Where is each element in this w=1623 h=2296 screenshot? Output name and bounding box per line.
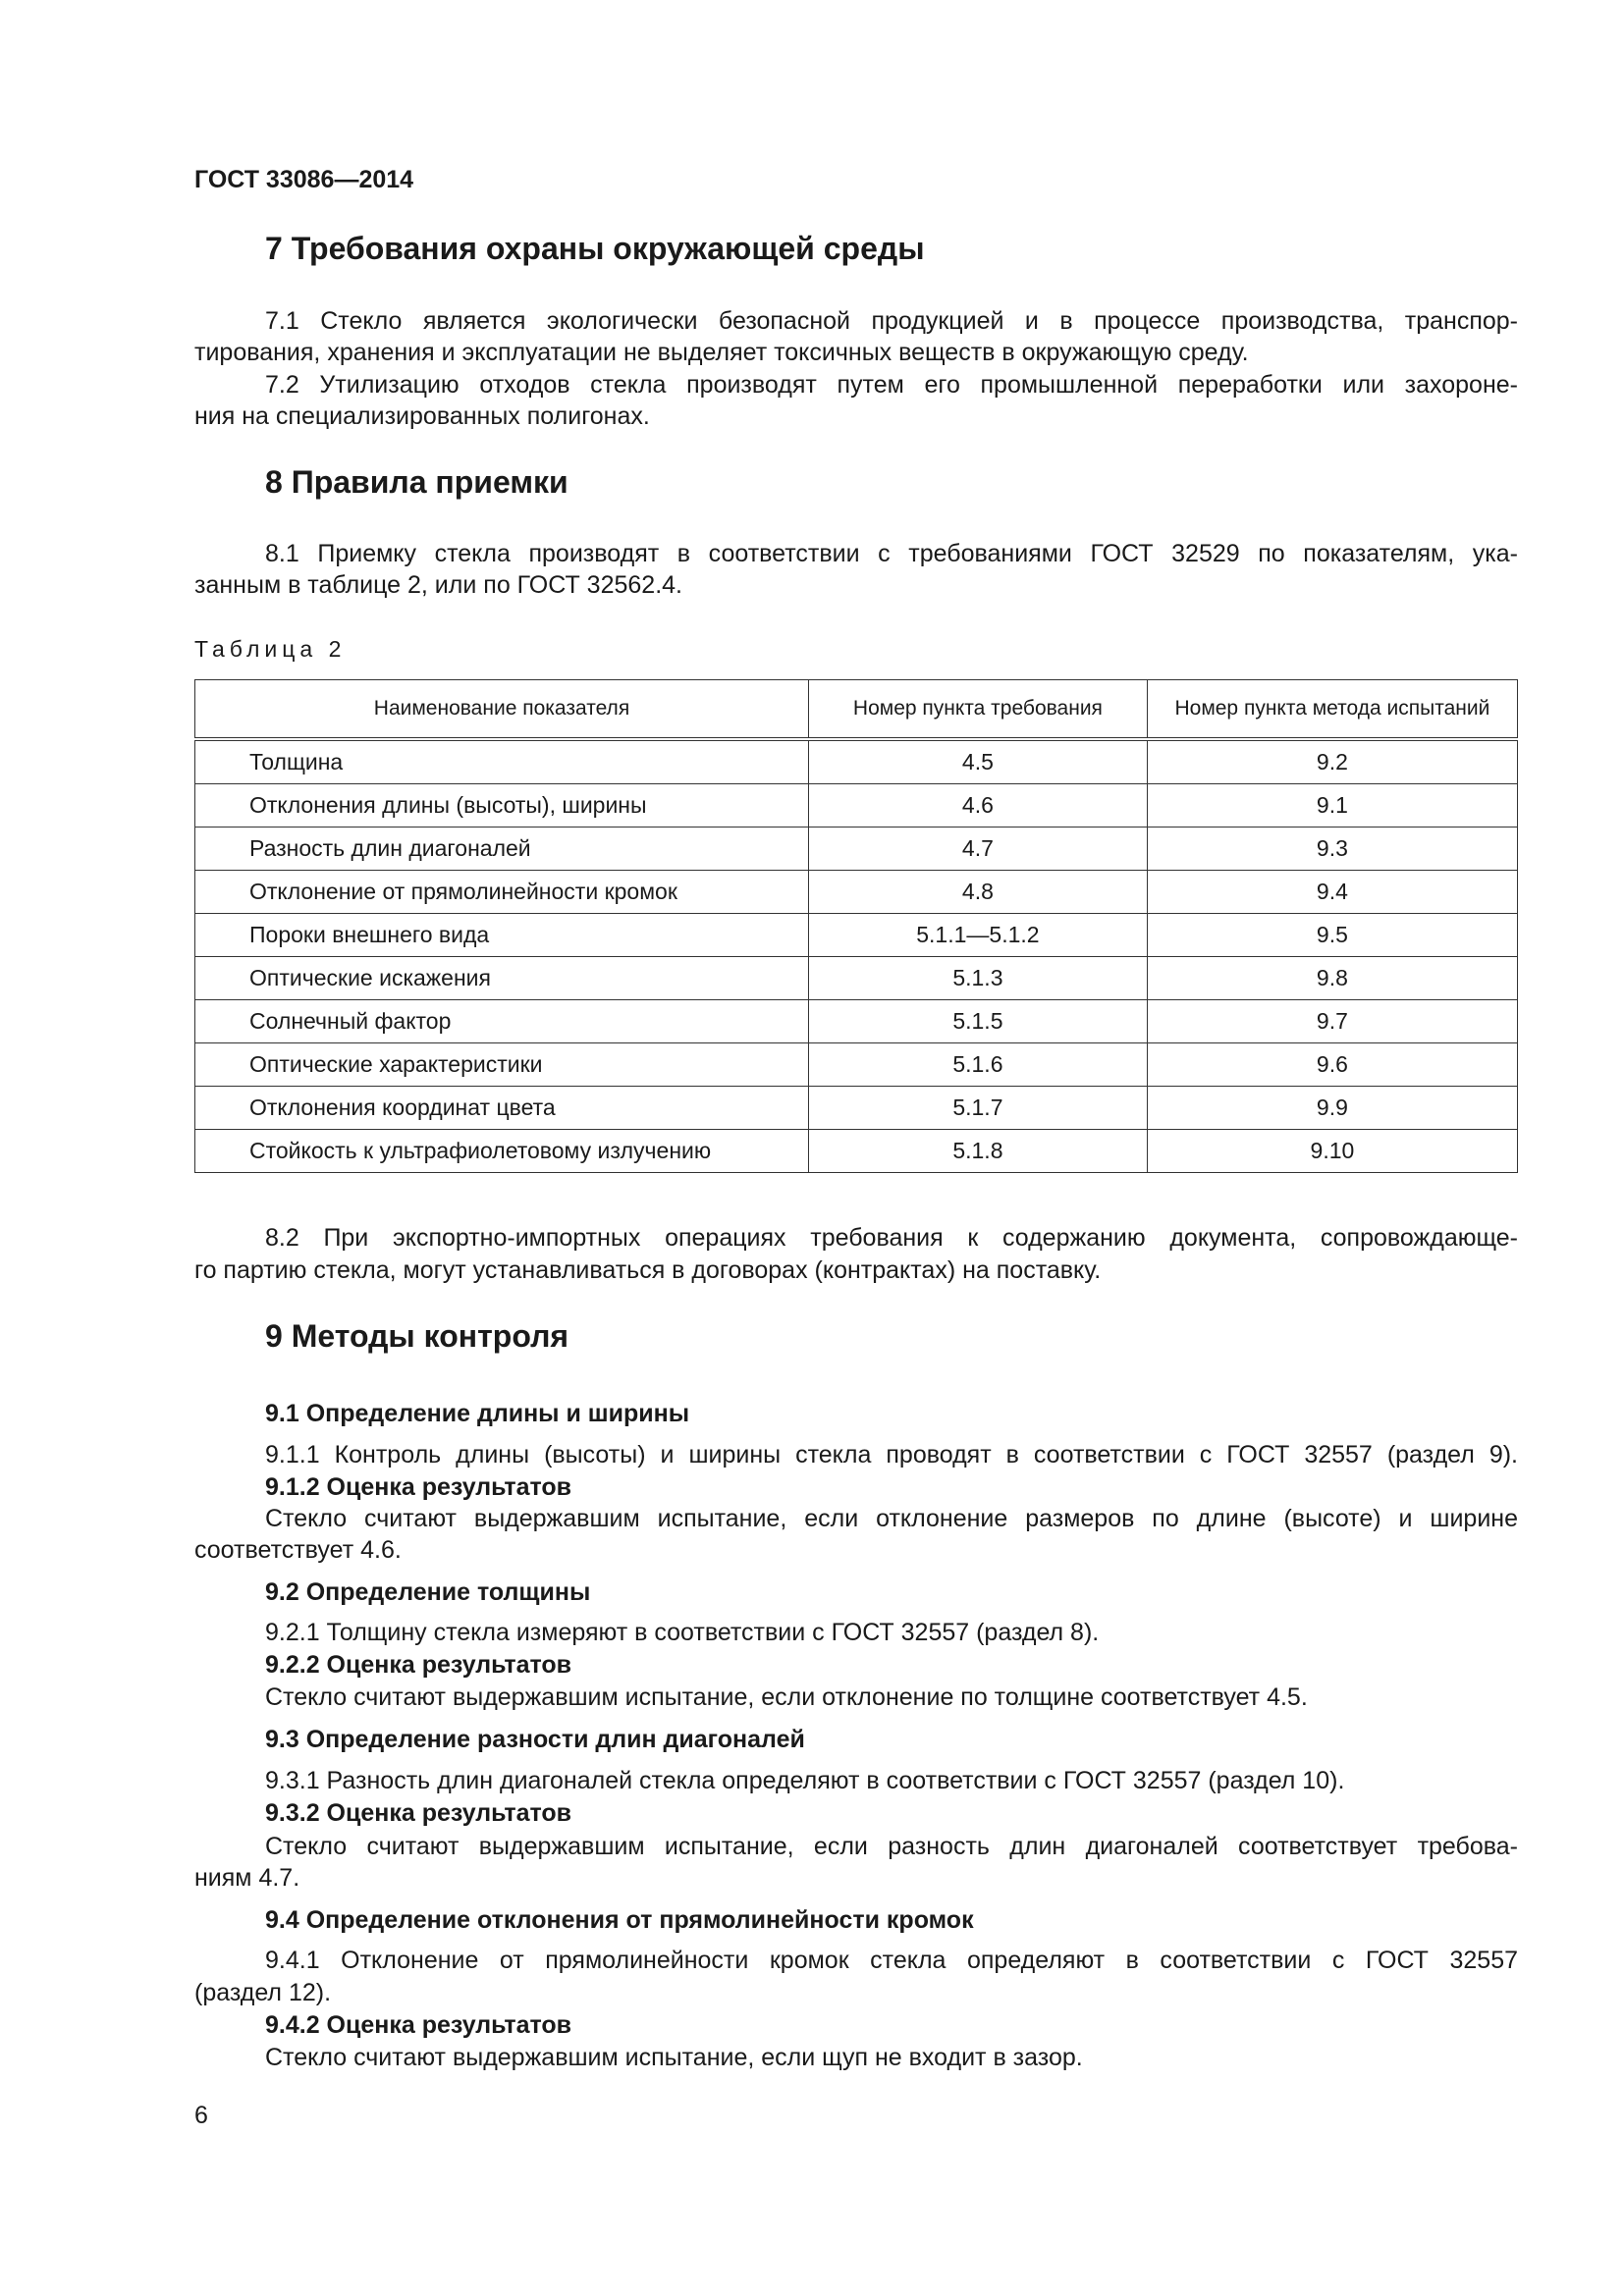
paragraph-8-1: 8.1 Приемку стекла производят в соответствии с требованиями ГОСТ 32529 по показателям, ука- bbox=[265, 540, 1518, 567]
indicator-name-cell: Отклонение от прямолинейности кромок bbox=[195, 871, 809, 914]
table-row bbox=[195, 957, 1518, 1000]
table-row bbox=[195, 784, 1518, 828]
indicator-name-cell: Толщина bbox=[195, 739, 809, 784]
indicator-name-cell: Разность длин диагоналей bbox=[195, 828, 809, 871]
test-method-clause-cell: 9.7 bbox=[1147, 1000, 1517, 1043]
subsection-9-4-2-title: 9.4.2 Оценка результатов bbox=[265, 2011, 572, 2039]
subsection-9-2-2-title: 9.2.2 Оценка результатов bbox=[265, 1651, 572, 1679]
column-header: Номер пункта метода испытаний bbox=[1147, 680, 1517, 740]
paragraph-8-1-cont: занным в таблице 2, или по ГОСТ 32562.4. bbox=[194, 571, 682, 599]
table-row bbox=[195, 739, 1518, 784]
test-method-clause-cell: 9.4 bbox=[1147, 871, 1517, 914]
indicator-name-cell: Оптические характеристики bbox=[195, 1043, 809, 1087]
subsection-9-3-title: 9.3 Определение разности длин диагоналей bbox=[265, 1726, 805, 1753]
column-header: Номер пункта требования bbox=[809, 680, 1148, 740]
table-row bbox=[195, 828, 1518, 871]
test-method-clause-cell: 9.5 bbox=[1147, 914, 1517, 957]
requirement-clause-cell: 5.1.6 bbox=[809, 1043, 1148, 1087]
paragraph-9-3-1: 9.3.1 Разность длин диагоналей стекла определяют в соответствии с ГОСТ 32557 (раздел 10). bbox=[265, 1767, 1345, 1794]
paragraph-7-1: 7.1 Стекло является экологически безопасной продукцией и в процессе производства, транспор- bbox=[265, 307, 1518, 335]
paragraph-9-1-1: 9.1.1 Контроль длины (высоты) и ширины стекла проводят в соответствии с ГОСТ 32557 (раздел 9). bbox=[265, 1441, 1518, 1468]
test-method-clause-cell: 9.2 bbox=[1147, 739, 1517, 784]
paragraph-9-1-2-cont: соответствует 4.6. bbox=[194, 1536, 402, 1564]
subsection-9-2-title: 9.2 Определение толщины bbox=[265, 1578, 591, 1606]
paragraph-9-2-2: Стекло считают выдержавшим испытание, если отклонение по толщине соответствует 4.5. bbox=[265, 1683, 1308, 1711]
indicator-name-cell: Стойкость к ультрафиолетовому излучению bbox=[195, 1130, 809, 1173]
indicator-name-cell: Отклонения длины (высоты), ширины bbox=[195, 784, 809, 828]
requirement-clause-cell: 5.1.5 bbox=[809, 1000, 1148, 1043]
test-method-clause-cell: 9.1 bbox=[1147, 784, 1517, 828]
subsection-9-3-2-title: 9.3.2 Оценка результатов bbox=[265, 1799, 572, 1827]
paragraph-9-2-1: 9.2.1 Толщину стекла измеряют в соответствии с ГОСТ 32557 (раздел 8). bbox=[265, 1619, 1100, 1646]
paragraph-9-4-2: Стекло считают выдержавшим испытание, если щуп не входит в зазор. bbox=[265, 2044, 1083, 2071]
column-header: Наименование показателя bbox=[195, 680, 809, 740]
section-9-title: 9 Методы контроля bbox=[265, 1318, 569, 1354]
paragraph-7-2-cont: ния на специализированных полигонах. bbox=[194, 402, 650, 430]
table-2 bbox=[194, 679, 1518, 1173]
requirement-clause-cell: 4.6 bbox=[809, 784, 1148, 828]
test-method-clause-cell: 9.6 bbox=[1147, 1043, 1517, 1087]
paragraph-9-1-2: Стекло считают выдержавшим испытание, если отклонение размеров по длине (высоте) и ширине bbox=[265, 1505, 1518, 1532]
subsection-9-1-title: 9.1 Определение длины и ширины bbox=[265, 1400, 690, 1427]
table-caption: Таблица 2 bbox=[194, 636, 347, 662]
test-method-clause-cell: 9.9 bbox=[1147, 1087, 1517, 1130]
requirement-clause-cell: 5.1.8 bbox=[809, 1130, 1148, 1173]
test-method-clause-cell: 9.8 bbox=[1147, 957, 1517, 1000]
requirement-clause-cell: 5.1.3 bbox=[809, 957, 1148, 1000]
table-row bbox=[195, 1130, 1518, 1173]
paragraph-9-3-2-cont: ниям 4.7. bbox=[194, 1864, 300, 1892]
indicator-name-cell: Отклонения координат цвета bbox=[195, 1087, 809, 1130]
table-row bbox=[195, 914, 1518, 957]
paragraph-7-1-cont: тирования, хранения и эксплуатации не выделяет токсичных веществ в окружающую среду. bbox=[194, 339, 1249, 366]
subsection-9-1-2-title: 9.1.2 Оценка результатов bbox=[265, 1473, 572, 1501]
requirement-clause-cell: 4.8 bbox=[809, 871, 1148, 914]
indicator-name-cell: Оптические искажения bbox=[195, 957, 809, 1000]
paragraph-9-3-2: Стекло считают выдержавшим испытание, если разность длин диагоналей соответствует требова- bbox=[265, 1833, 1518, 1860]
document-header: ГОСТ 33086—2014 bbox=[194, 166, 414, 193]
table-row bbox=[195, 1087, 1518, 1130]
paragraph-7-2: 7.2 Утилизацию отходов стекла производят путем его промышленной переработки или захороне- bbox=[265, 371, 1518, 399]
page-number: 6 bbox=[194, 2102, 208, 2129]
paragraph-8-2-cont: го партию стекла, могут устанавливаться в договорах (контрактах) на поставку. bbox=[194, 1256, 1102, 1284]
table-row bbox=[195, 871, 1518, 914]
section-8-title: 8 Правила приемки bbox=[265, 464, 568, 500]
test-method-clause-cell: 9.10 bbox=[1147, 1130, 1517, 1173]
table-header-row bbox=[195, 680, 1518, 740]
paragraph-9-4-1: 9.4.1 Отклонение от прямолинейности кромок стекла определяют в соответствии с ГОСТ 32557 bbox=[265, 1947, 1518, 1974]
subsection-9-4-title: 9.4 Определение отклонения от прямолинейности кромок bbox=[265, 1906, 974, 1934]
test-method-clause-cell: 9.3 bbox=[1147, 828, 1517, 871]
paragraph-9-4-1-cont: (раздел 12). bbox=[194, 1979, 332, 2006]
requirement-clause-cell: 5.1.7 bbox=[809, 1087, 1148, 1130]
table-row bbox=[195, 1000, 1518, 1043]
indicator-name-cell: Солнечный фактор bbox=[195, 1000, 809, 1043]
indicator-name-cell: Пороки внешнего вида bbox=[195, 914, 809, 957]
paragraph-8-2: 8.2 При экспортно-импортных операциях требования к содержанию документа, сопровождающе- bbox=[265, 1224, 1518, 1252]
table-row bbox=[195, 1043, 1518, 1087]
requirement-clause-cell: 5.1.1—5.1.2 bbox=[809, 914, 1148, 957]
requirement-clause-cell: 4.7 bbox=[809, 828, 1148, 871]
section-7-title: 7 Требования охраны окружающей среды bbox=[265, 231, 925, 266]
requirement-clause-cell: 4.5 bbox=[809, 739, 1148, 784]
